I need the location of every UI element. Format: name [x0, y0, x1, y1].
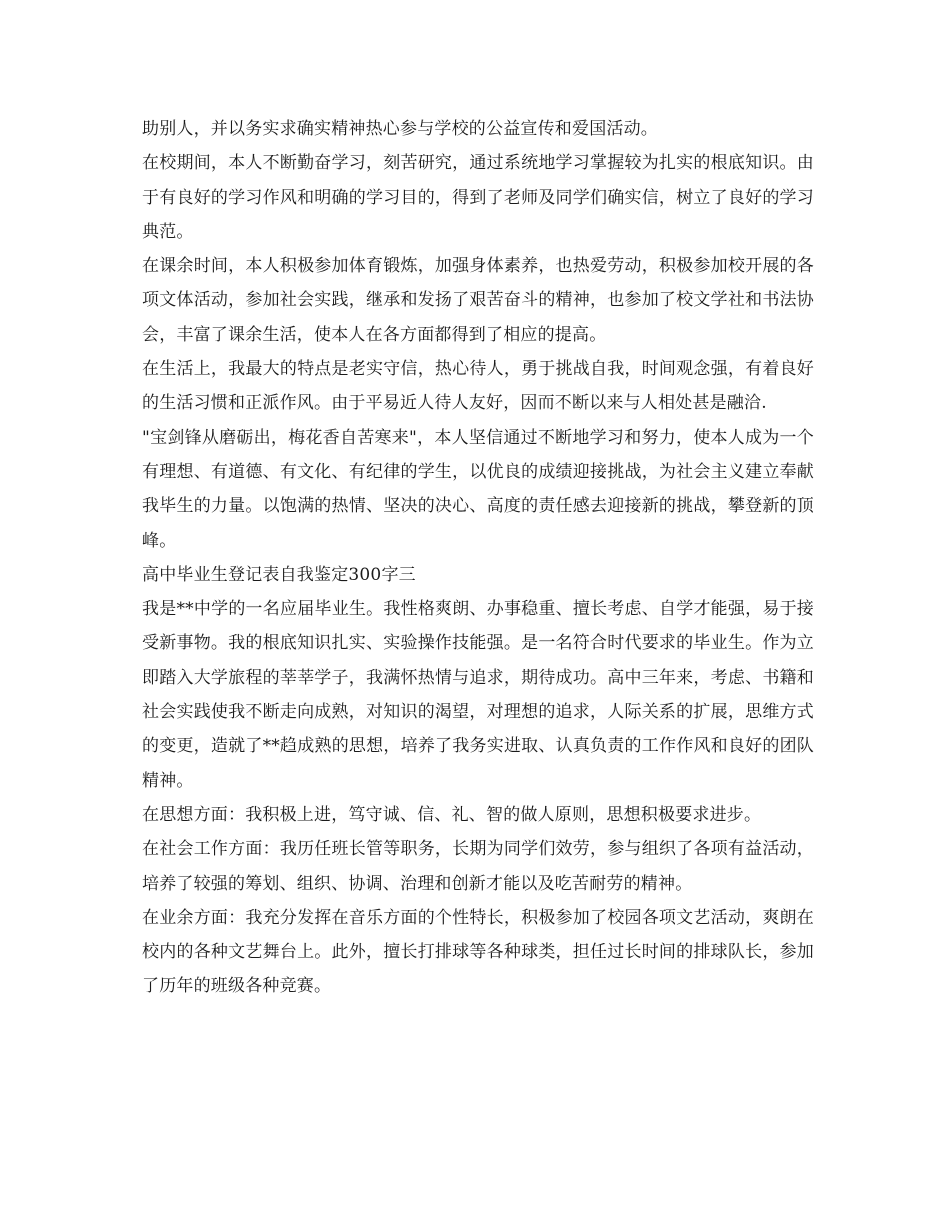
section-heading: 高中毕业生登记表自我鉴定300字三 [142, 564, 416, 585]
paragraph-motto: "宝剑锋从磨砺出，梅花香自苦寒来"，本人坚信通过不断地学习和努力，使本人成为一个有理想、有道德、有文化、有纪律的学生，以优良的成绩迎接挑战，为社会主义建立奉献我毕生的力量。以饱满的热情、坚决的决心、高度的责任感去迎接新的挑战，攀登新的顶峰。 [142, 427, 814, 551]
paragraph-intro: 我是**中学的一名应届毕业生。我性格爽朗、办事稳重、擅长考虑、自学才能强，易于接受新事物。我的根底知识扎实、实验操作技能强。是一名符合时代要求的毕业生。作为立即踏入大学旅程的莘莘学子，我满怀热情与追求，期待成功。高中三年来，考虑、书籍和社会实践使我不断走向成熟，对知识的渴望，对理想的追求，人际关系的扩展，思维方式的变更，造就了**趋成熟的思想，培养了我务实进取、认真负责的工作作风和良好的团队精神。 [142, 599, 814, 791]
paragraph-study: 在校期间，本人不断勤奋学习，刻苦研究，通过系统地学习掌握较为扎实的根底知识。由于有良好的学习作风和明确的学习目的，得到了老师及同学们确实信，树立了良好的学习典范。 [142, 153, 814, 242]
document-body [142, 112, 814, 1004]
paragraph-continuation: 助别人，并以务实求确实精神热心参与学校的公益宣传和爱国活动。 [142, 119, 658, 139]
paragraph-hobbies: 在业余方面：我充分发挥在音乐方面的个性特长，积极参加了校园各项文艺活动，爽朗在校内的各种文艺舞台上。此外，擅长打排球等各种球类，担任过长时间的排球队长，参加了历年的班级各种竞赛。 [142, 907, 814, 997]
paragraph-social-work: 在社会工作方面：我历任班长管等职务，长期为同学们效劳，参与组织了各项有益活动，培养了较强的筹划、组织、协调、治理和创新才能以及吃苦耐劳的精神。 [142, 839, 814, 894]
paragraph-thought: 在思想方面：我积极上进，笃守诚、信、礼、智的做人原则，思想积极要求进步。 [142, 804, 762, 825]
paragraph-extracurricular: 在课余时间，本人积极参加体育锻炼，加强身体素养，也热爱劳动，积极参加校开展的各项文体活动，参加社会实践，继承和发扬了艰苦奋斗的精神，也参加了校文学社和书法协会，丰富了课余生活，使本人在各方面都得到了相应的提高。 [142, 256, 814, 345]
paragraph-life: 在生活上，我最大的特点是老实守信，热心待人，勇于挑战自我，时间观念强，有着良好的生活习惯和正派作风。由于平易近人待人友好，因而不断以来与人相处甚是融洽. [142, 359, 814, 414]
